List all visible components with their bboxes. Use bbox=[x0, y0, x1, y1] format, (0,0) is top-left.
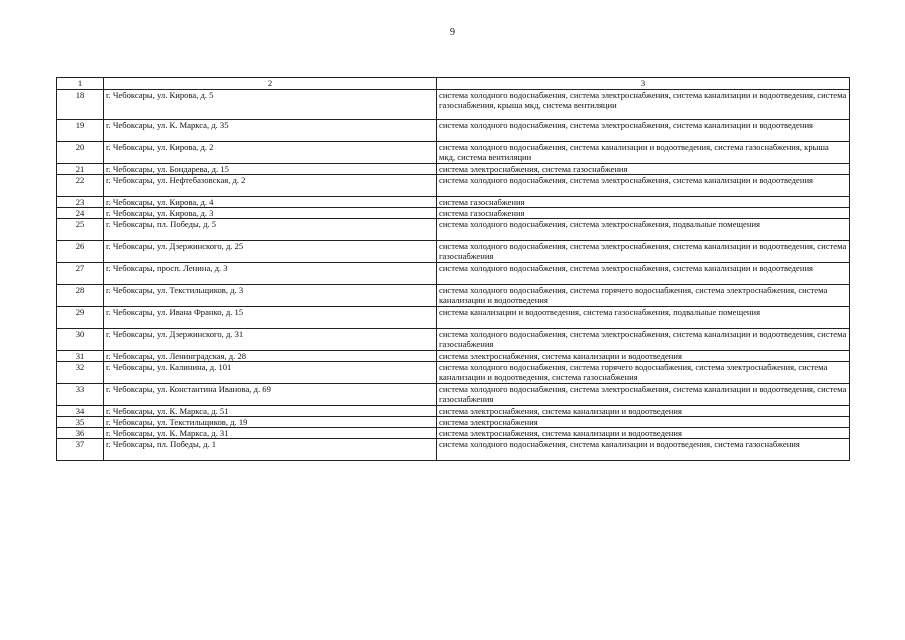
row-number: 20 bbox=[57, 142, 104, 164]
row-address: г. Чебоксары, ул. Ивана Франко, д. 15 bbox=[104, 307, 437, 329]
row-systems: система холодного водоснабжения, система электроснабжения, система канализации и водоотведения, система газоснабжения bbox=[437, 384, 850, 406]
row-systems: система холодного водоснабжения, система канализации и водоотведения, система газоснабжения, крыша мкд, система вентиляции bbox=[437, 142, 850, 164]
row-number: 21 bbox=[57, 164, 104, 175]
row-address: г. Чебоксары, ул. Кирова, д. 4 bbox=[104, 197, 437, 208]
row-number: 26 bbox=[57, 241, 104, 263]
row-systems: система холодного водоснабжения, система электроснабжения, система канализации и водоотведения bbox=[437, 263, 850, 285]
row-address: г. Чебоксары, ул. Кирова, д. 2 bbox=[104, 142, 437, 164]
table-row bbox=[57, 417, 850, 428]
row-systems: система газоснабжения bbox=[437, 197, 850, 208]
row-systems: система холодного водоснабжения, система электроснабжения, система канализации и водоотведения, система газоснабжения bbox=[437, 241, 850, 263]
table-row bbox=[57, 406, 850, 417]
row-number: 37 bbox=[57, 439, 104, 461]
row-systems: система холодного водоснабжения, система электроснабжения, подвальные помещения bbox=[437, 219, 850, 241]
row-systems: система холодного водоснабжения, система горячего водоснабжения, система электроснабжения, система канализации и водоотведения, система газоснабжения bbox=[437, 362, 850, 384]
table-row bbox=[57, 307, 850, 329]
row-number: 22 bbox=[57, 175, 104, 197]
row-number: 19 bbox=[57, 120, 104, 142]
row-number: 27 bbox=[57, 263, 104, 285]
row-systems: система газоснабжения bbox=[437, 208, 850, 219]
objects-table bbox=[56, 77, 850, 461]
row-number: 25 bbox=[57, 219, 104, 241]
table-row bbox=[57, 241, 850, 263]
row-address: г. Чебоксары, ул. Кирова, д. 3 bbox=[104, 208, 437, 219]
table-row bbox=[57, 351, 850, 362]
header-col-3: 3 bbox=[437, 78, 850, 90]
row-address: г. Чебоксары, просп. Ленина, д. 3 bbox=[104, 263, 437, 285]
row-systems: система электроснабжения, система канализации и водоотведения bbox=[437, 351, 850, 362]
table-row bbox=[57, 428, 850, 439]
row-number: 32 bbox=[57, 362, 104, 384]
row-address: г. Чебоксары, ул. К. Маркса, д. 51 bbox=[104, 406, 437, 417]
row-number: 29 bbox=[57, 307, 104, 329]
row-systems: система холодного водоснабжения, система электроснабжения, система канализации и водоотведения, система газоснабжения, крыша мкд, система вентиляции bbox=[437, 90, 850, 120]
table-header-row bbox=[57, 78, 850, 90]
row-address: г. Чебоксары, ул. Текстильщиков, д. 19 bbox=[104, 417, 437, 428]
table-row bbox=[57, 164, 850, 175]
row-address: г. Чебоксары, ул. Кирова, д. 5 bbox=[104, 90, 437, 120]
table-row bbox=[57, 362, 850, 384]
row-number: 30 bbox=[57, 329, 104, 351]
table-row bbox=[57, 120, 850, 142]
table-row bbox=[57, 90, 850, 120]
table-row bbox=[57, 329, 850, 351]
table-row bbox=[57, 285, 850, 307]
row-number: 24 bbox=[57, 208, 104, 219]
row-number: 34 bbox=[57, 406, 104, 417]
row-address: г. Чебоксары, ул. Дзержинского, д. 31 bbox=[104, 329, 437, 351]
table-row bbox=[57, 208, 850, 219]
row-address: г. Чебоксары, пл. Победы, д. 5 bbox=[104, 219, 437, 241]
row-address: г. Чебоксары, ул. Дзержинского, д. 25 bbox=[104, 241, 437, 263]
row-number: 18 bbox=[57, 90, 104, 120]
row-address: г. Чебоксары, ул. К. Маркса, д. 31 bbox=[104, 428, 437, 439]
row-systems: система электроснабжения, система канализации и водоотведения bbox=[437, 428, 850, 439]
row-number: 23 bbox=[57, 197, 104, 208]
header-col-2: 2 bbox=[104, 78, 437, 90]
row-systems: система холодного водоснабжения, система электроснабжения, система канализации и водоотведения bbox=[437, 120, 850, 142]
row-address: г. Чебоксары, ул. Текстильщиков, д. 3 bbox=[104, 285, 437, 307]
page-number: 9 bbox=[450, 27, 455, 38]
table-row bbox=[57, 219, 850, 241]
row-systems: система холодного водоснабжения, система электроснабжения, система канализации и водоотведения bbox=[437, 175, 850, 197]
row-address: г. Чебоксары, ул. Бондарева, д. 15 bbox=[104, 164, 437, 175]
row-systems: система электроснабжения, система канализации и водоотведения bbox=[437, 406, 850, 417]
row-number: 31 bbox=[57, 351, 104, 362]
row-systems: система холодного водоснабжения, система горячего водоснабжения, система электроснабжения, система канализации и водоотведения bbox=[437, 285, 850, 307]
row-number: 33 bbox=[57, 384, 104, 406]
row-number: 36 bbox=[57, 428, 104, 439]
row-address: г. Чебоксары, ул. К. Маркса, д. 35 bbox=[104, 120, 437, 142]
header-col-1: 1 bbox=[57, 78, 104, 90]
row-systems: система электроснабжения bbox=[437, 417, 850, 428]
row-number: 28 bbox=[57, 285, 104, 307]
row-address: г. Чебоксары, ул. Калинина, д. 101 bbox=[104, 362, 437, 384]
table-row bbox=[57, 263, 850, 285]
row-systems: система холодного водоснабжения, система электроснабжения, система канализации и водоотведения, система газоснабжения bbox=[437, 329, 850, 351]
table-row bbox=[57, 197, 850, 208]
row-number: 35 bbox=[57, 417, 104, 428]
row-systems: система канализации и водоотведения, система газоснабжения, подвальные помещения bbox=[437, 307, 850, 329]
row-address: г. Чебоксары, ул. Ленинградская, д. 28 bbox=[104, 351, 437, 362]
table-row bbox=[57, 175, 850, 197]
row-address: г. Чебоксары, пл. Победы, д. 1 bbox=[104, 439, 437, 461]
row-address: г. Чебоксары, ул. Константина Иванова, д. 69 bbox=[104, 384, 437, 406]
table-row bbox=[57, 439, 850, 461]
row-address: г. Чебоксары, ул. Нефтебазовская, д. 2 bbox=[104, 175, 437, 197]
table-row bbox=[57, 384, 850, 406]
row-systems: система холодного водоснабжения, система канализации и водоотведения, система газоснабжения bbox=[437, 439, 850, 461]
table-row bbox=[57, 142, 850, 164]
row-systems: система электроснабжения, система газоснабжения bbox=[437, 164, 850, 175]
